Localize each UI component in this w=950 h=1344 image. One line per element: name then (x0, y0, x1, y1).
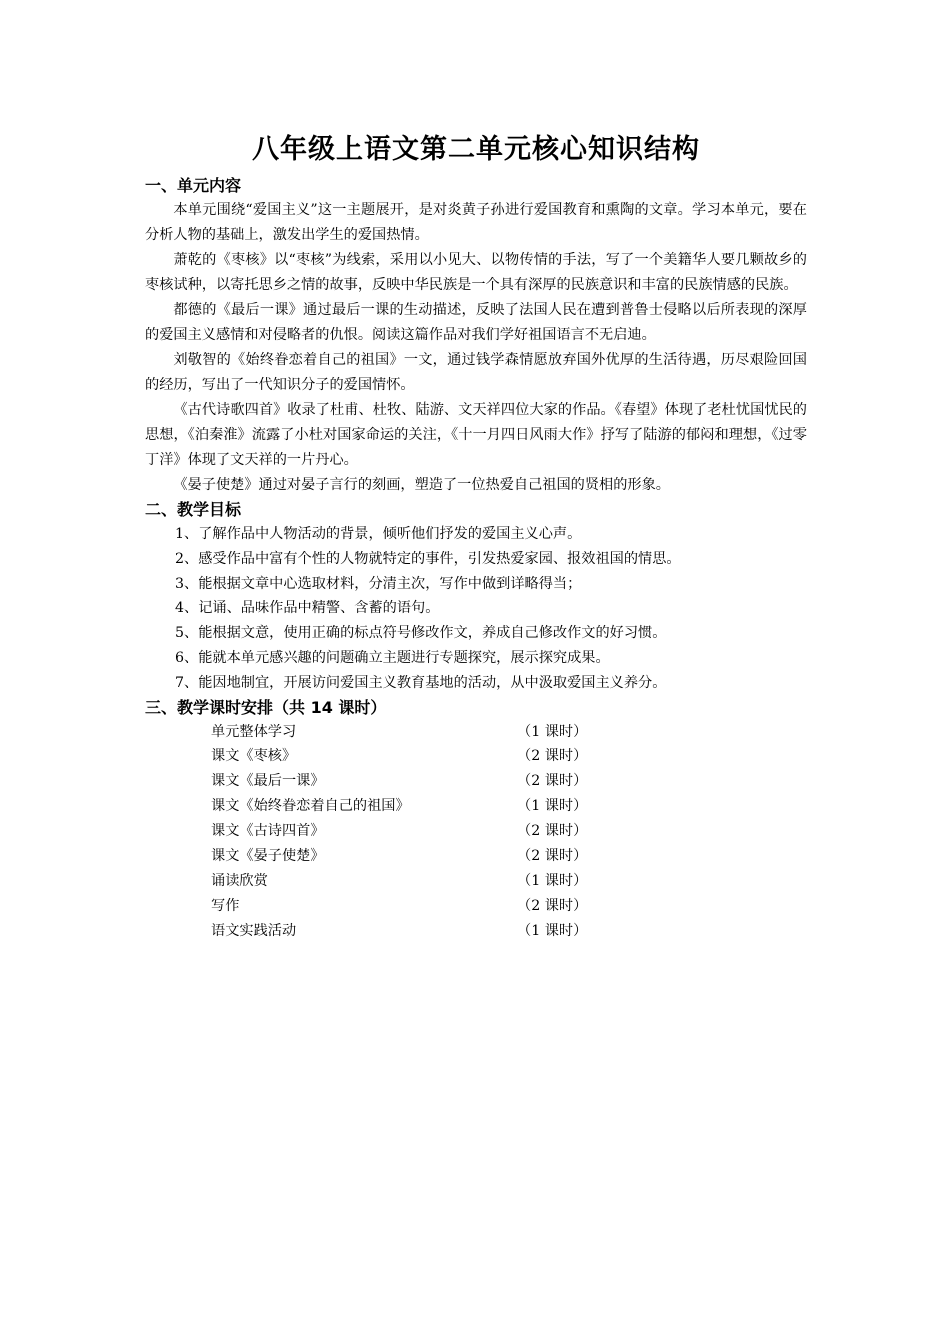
content-paragraph-2: 萧乾的《枣核》以“枣核”为线索，采用以小见大、以物传情的手法，写了一个美籍华人要几颗故乡的枣核试种，以寄托思乡之情的故事，反映中华民族是一个具有深厚的民族意识和丰富的民族情感的民族。 (145, 252, 807, 293)
content-paragraph-1: 本单元围绕“爱国主义”这一主题展开，是对炎黄子孙进行爱国教育和熏陶的文章。学习本单元，要在分析人物的基础上，激发出学生的爱国热情。 (145, 202, 807, 243)
goal-item: 4、记诵、品味作品中精警、含蓄的语句。 (175, 600, 440, 617)
schedule-row (145, 744, 807, 769)
schedule-row (145, 844, 807, 869)
goal-item: 7、能因地制宜，开展访问爱国主义教育基地的活动，从中汲取爱国主义养分。 (175, 674, 667, 691)
page-title: 八年级上语文第二单元核心知识结构 (252, 134, 700, 165)
schedule-hours: （1 课时） (517, 922, 588, 939)
content-paragraph-3: 都德的《最后一课》通过最后一课的生动描述，反映了法国人民在遭到普鲁士侵略以后所表现的深厚的爱国主义感情和对侵略者的仇恨。阅读这篇作品对我们学好祖国语言不无启迪。 (145, 302, 807, 343)
schedule-lesson: 课文《枣核》 (211, 748, 297, 765)
schedule-hours: （2 课时） (517, 773, 588, 790)
schedule-hours: （1 课时） (517, 872, 588, 889)
section-heading-schedule: 三、教学课时安排（共 14 课时） (145, 697, 387, 717)
schedule-hours: （2 课时） (517, 823, 588, 840)
schedule-hours: （1 课时） (517, 798, 588, 815)
schedule-lesson: 语文实践活动 (211, 922, 297, 939)
section-teaching-goals (145, 498, 807, 696)
goal-item: 1、了解作品中人物活动的背景，倾听他们抒发的爱国主义心声。 (175, 526, 582, 542)
schedule-row (145, 869, 807, 894)
schedule-lesson: 课文《最后一课》 (211, 773, 325, 790)
goals-list (145, 522, 807, 696)
schedule-hours: （2 课时） (517, 897, 588, 914)
schedule-lesson: 课文《古诗四首》 (211, 823, 325, 840)
schedule-row (145, 794, 807, 819)
section-heading-content: 一、单元内容 (145, 176, 242, 195)
schedule-hours: （2 课时） (517, 848, 588, 865)
schedule-hours: （1 课时） (517, 723, 588, 740)
content-paragraph-4: 刘敬智的《始终眷恋着自己的祖国》一文，通过钱学森情愿放弃国外优厚的生活待遇，历尽艰险回国的经历，写出了一代知识分子的爱国情怀。 (145, 352, 807, 393)
schedule-row (145, 819, 807, 844)
content-paragraph-6: 《晏子使楚》通过对晏子言行的刻画，塑造了一位热爱自己祖国的贤相的形象。 (173, 477, 670, 493)
section-unit-content (145, 174, 807, 498)
goal-item: 5、能根据文意，使用正确的标点符号修改作文，养成自己修改作文的好习惯。 (175, 625, 667, 642)
schedule-row (145, 919, 807, 944)
schedule-lesson: 课文《晏子使楚》 (211, 848, 325, 865)
schedule-row (145, 894, 807, 919)
schedule-lesson: 课文《始终眷恋着自己的祖国》 (211, 798, 410, 815)
section-heading-goals: 二、教学目标 (145, 500, 242, 519)
document-page (145, 128, 807, 944)
goal-item: 2、感受作品中富有个性的人物就特定的事件，引发热爱家园、报效祖国的情思。 (175, 550, 681, 567)
schedule-hours: （2 课时） (517, 748, 588, 765)
goal-item: 6、能就本单元感兴趣的问题确立主题进行专题探究，展示探究成果。 (175, 649, 610, 666)
content-paragraph-5: 《古代诗歌四首》收录了杜甫、杜牧、陆游、文天祥四位大家的作品。《春望》体现了老杜忧国忧民的思想，《泊秦淮》流露了小杜对国家命运的关注，《十一月四日风雨大作》抒写了陆游的郁闷和理想，《过零丁洋》体现了文天祥的一片丹心。 (145, 402, 807, 468)
schedule-list (145, 720, 807, 944)
schedule-lesson: 写作 (211, 897, 240, 914)
schedule-row (145, 720, 807, 745)
section-schedule (145, 696, 807, 944)
schedule-lesson: 诵读欣赏 (211, 872, 268, 889)
schedule-row (145, 769, 807, 794)
goal-item: 3、能根据文章中心选取材料，分清主次，写作中做到详略得当； (175, 575, 582, 592)
schedule-lesson: 单元整体学习 (211, 723, 297, 740)
